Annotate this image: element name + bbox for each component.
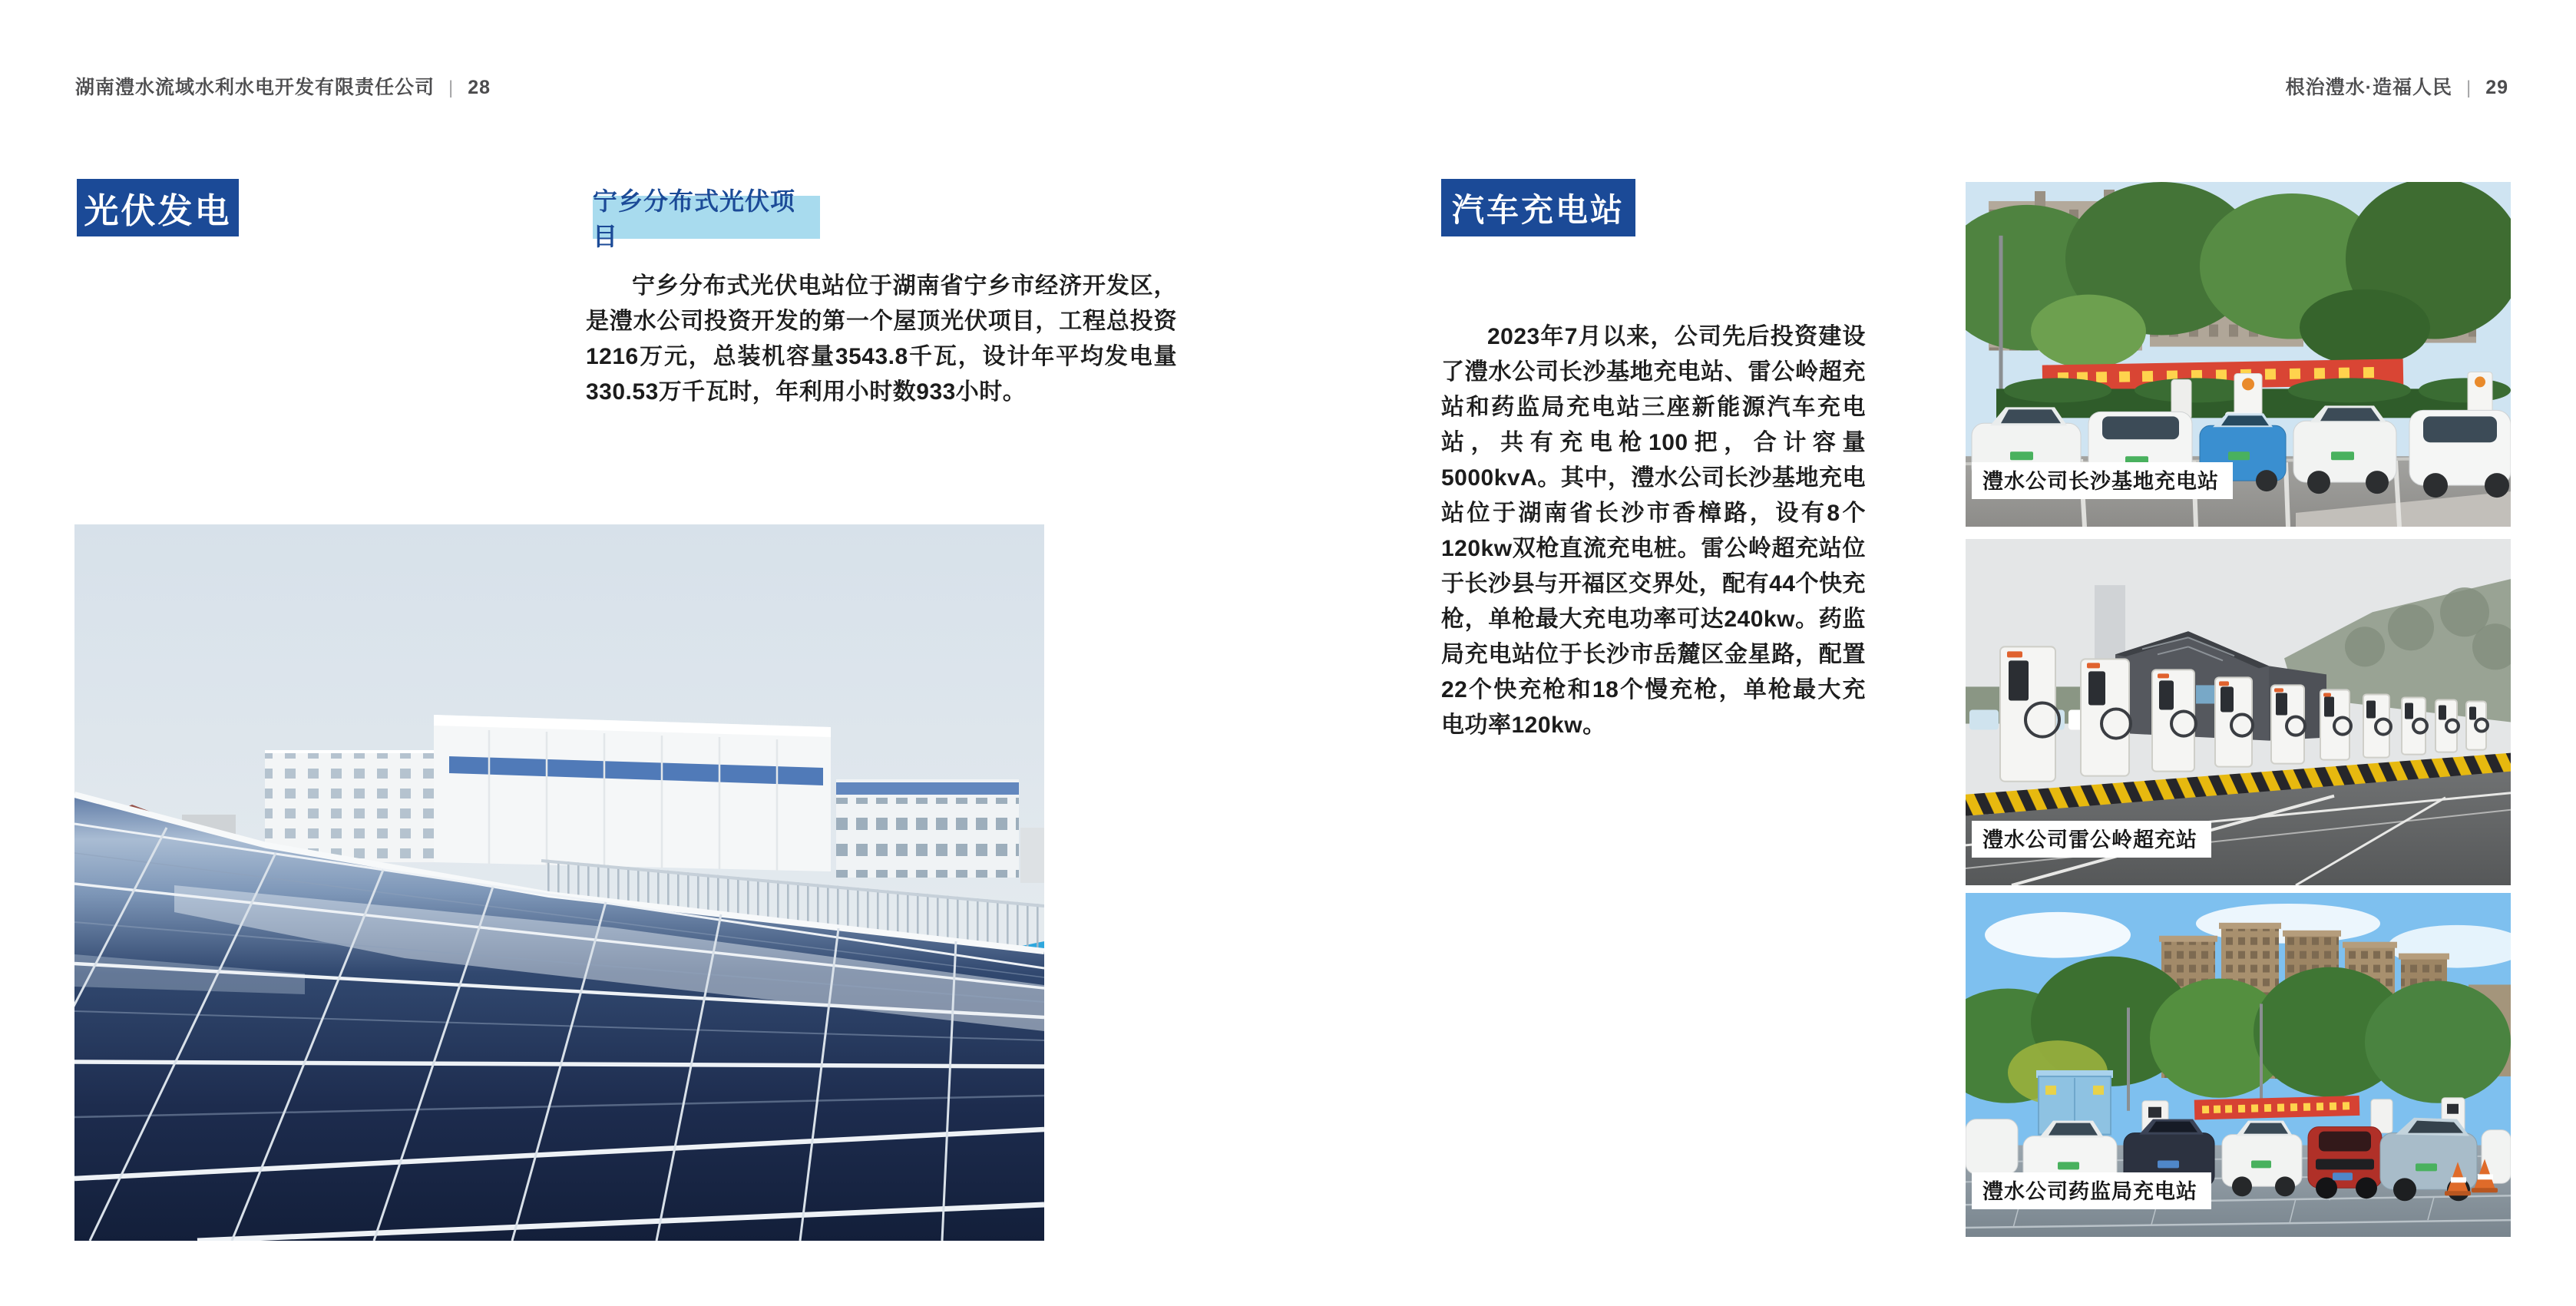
- section-title-ev-charging: 汽车充电站: [1441, 179, 1635, 236]
- left-page-header: [75, 72, 491, 100]
- photo-caption: 澧水公司雷公岭超充站: [1972, 821, 2211, 858]
- photo-yaojianju-station: [1966, 893, 2511, 1237]
- photo-caption: 澧水公司药监局充电站: [1972, 1172, 2211, 1209]
- solar-panels-illustration: [74, 524, 1044, 1241]
- pv-paragraph: 宁乡分布式光伏电站位于湖南省宁乡市经济开发区，是澧水公司投资开发的第一个屋顶光伏项目，工程总投资1216万元，总装机容量3543.8千瓦，设计年平均发电量330.53万千瓦时，年利用小时数933小时。: [586, 273, 1177, 405]
- photo-caption: 澧水公司长沙基地充电站: [1972, 462, 2233, 499]
- rooftop-solar-photo: [74, 524, 1044, 1241]
- company-name: 湖南澧水流域水利水电开发有限责任公司: [75, 77, 435, 98]
- company-slogan: 根治澧水·造福人民: [2285, 77, 2452, 98]
- header-divider: |: [448, 78, 455, 98]
- section-title-photovoltaic: 光伏发电: [77, 179, 239, 236]
- ev-paragraph: 2023年7月以来，公司先后投资建设了澧水公司长沙基地充电站、雷公岭超充站和药监局充电站三座新能源汽车充电站，共有充电枪100把，合计容量5000kvA。其中，澧水公司长沙基地充电站位于湖南省长沙市香樟路，设有8个120kw双枪直流充电桩。雷公岭超充站位于长沙县与开福区交界处，配有44个快充枪，单枪最大充电功率可达240kw。药监局充电站位于长沙市岳麓区金星路，配置22个快充枪和18个慢充枪，单枪最大充电功率120kw。: [1441, 324, 1866, 738]
- photo-changsha-base-station: [1966, 182, 2511, 527]
- photo-leigongling-station: [1966, 539, 2511, 885]
- left-page-number: 28: [468, 77, 491, 98]
- header-divider: |: [2465, 78, 2472, 98]
- right-page-number: 29: [2485, 77, 2508, 98]
- right-page-header: [2286, 72, 2508, 100]
- project-title-ningxiang-pv: 宁乡分布式光伏项目: [593, 196, 820, 239]
